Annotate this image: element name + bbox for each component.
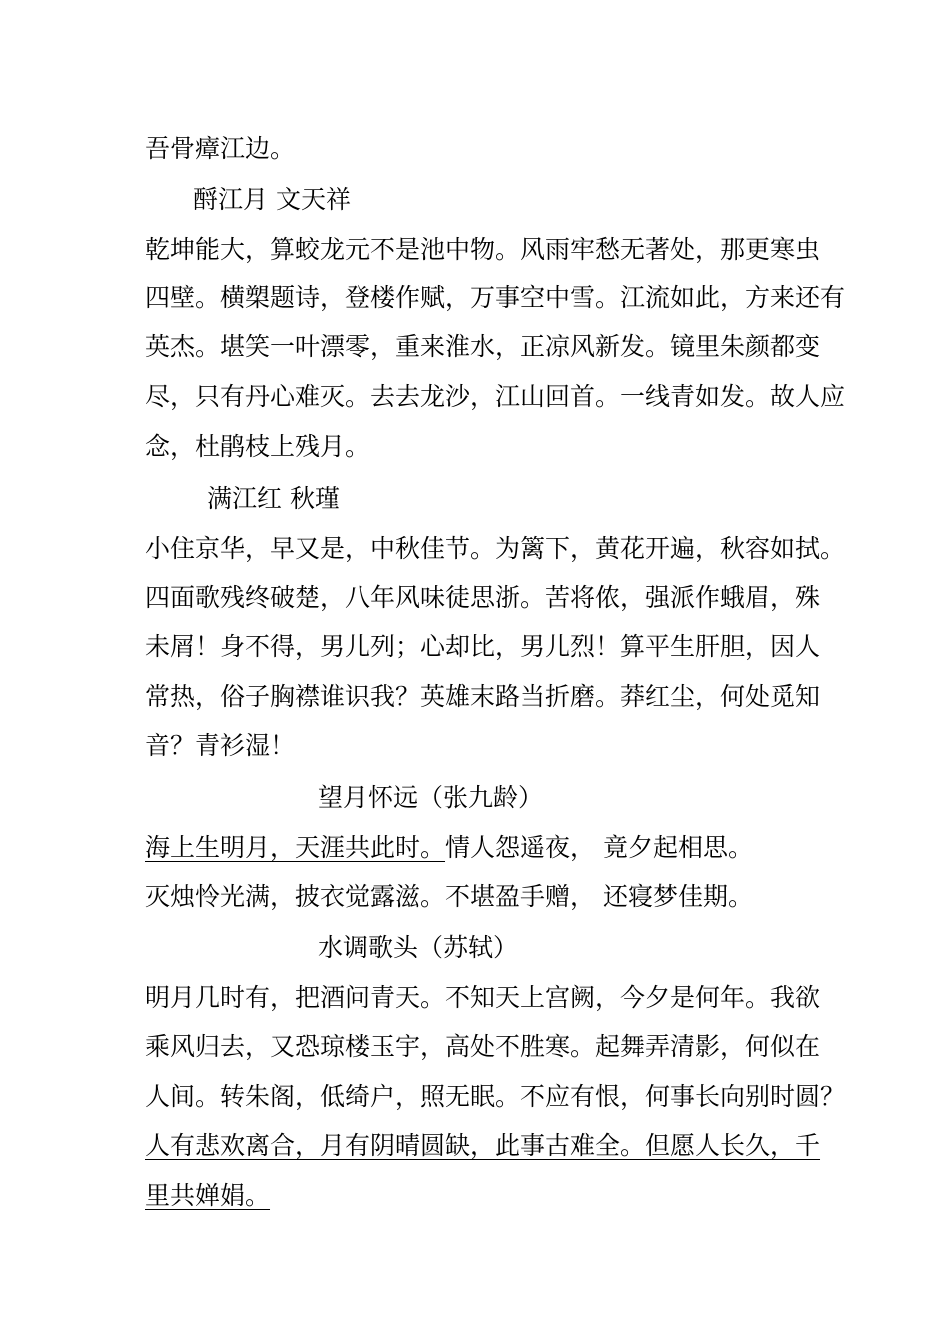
poem-title: 酹江月 文天祥 [193, 185, 351, 214]
text-line: 未屑！身不得，男儿列；心却比，男儿烈！算平生肝胆，因人 [145, 632, 821, 661]
text-line: 音？青衫湿！ [145, 731, 296, 760]
text-line: 乘风归去，又恐琼楼玉宇，高处不胜寒。起舞弄清影，何似在 [145, 1032, 821, 1061]
poem-title: 满江红 秋瑾 [207, 484, 340, 513]
text-segment: 情人怨遥夜， 竟夕起相思。 [445, 833, 753, 862]
poem-title: 水调歌头（苏轼） [318, 933, 519, 962]
text-line: 念，杜鹃枝上残月。 [145, 432, 371, 461]
underlined-line: 里共婵娟。 [145, 1181, 271, 1210]
underlined-line: 人有悲欢离合，月有阴晴圆缺，此事古难全。但愿人长久，千 [145, 1131, 821, 1160]
text-line: 四壁。横槊题诗，登楼作赋，万事空中雪。江流如此，方来还有 [145, 283, 846, 312]
text-line: 英杰。堪笑一叶漂零，重来淮水，正凉风新发。镜里朱颜都变 [145, 332, 821, 361]
text-line: 尽，只有丹心难灭。去去龙沙，江山回首。一线青如发。故人应 [145, 382, 846, 411]
text-line: 常热，俗子胸襟谁识我？英雄末路当折磨。莽红尘，何处觅知 [145, 682, 821, 711]
text-line: 明月几时有，把酒问青天。不知天上宫阙，今夕是何年。我欲 [145, 983, 821, 1012]
text-line: 乾坤能大，算蛟龙元不是池中物。风雨牢愁无著处，那更寒虫 [145, 235, 821, 264]
text-line: 小住京华，早又是，中秋佳节。为篱下，黄花开遍，秋容如拭。 [145, 534, 846, 563]
text-line: 四面歌残终破楚，八年风味徒思浙。苦将侬，强派作蛾眉，殊 [145, 583, 821, 612]
text-line: 人间。转朱阁，低绮户，照无眠。不应有恨，何事长向别时圆？ [145, 1082, 846, 1111]
underlined-text: 海上生明月，天涯共此时。 [145, 833, 446, 862]
text-line: 吾骨瘴江边。 [145, 134, 296, 163]
text-line [145, 833, 753, 863]
text-line: 灭烛怜光满，披衣觉露滋。不堪盈手赠， 还寝梦佳期。 [145, 882, 753, 911]
poem-title: 望月怀远（张九龄） [318, 783, 544, 812]
